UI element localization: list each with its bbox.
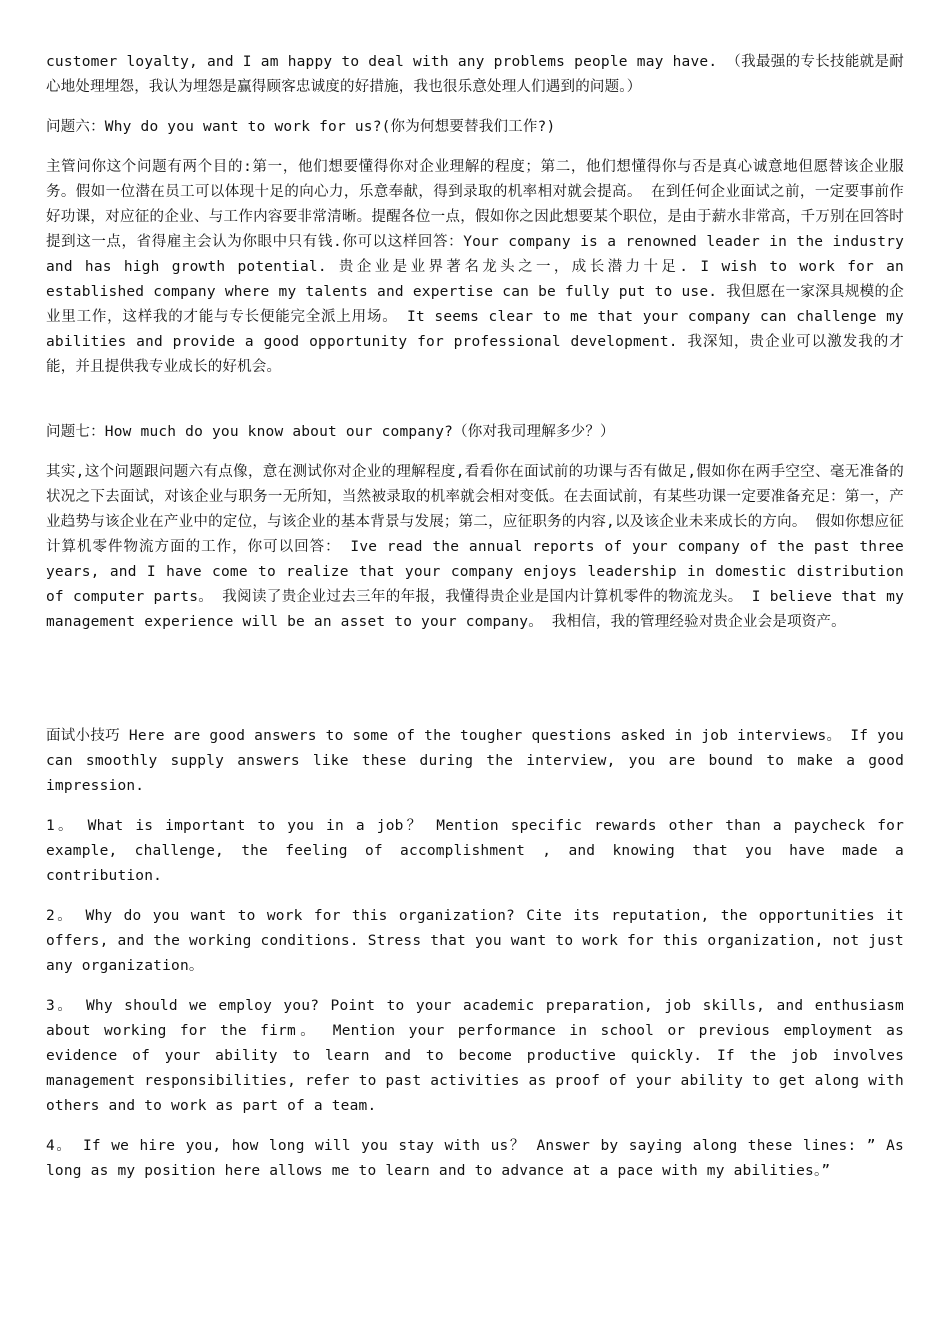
interview-tips-intro: 面试小技巧 Here are good answers to some of the tougher questions asked in job interviews。 If you can smoothly supply answers like these during the interview, you are bound to make a good impression. xyxy=(46,728,904,794)
question-seven-answer: 其实,这个问题跟问题六有点像，意在测试你对企业的理解程度,看看你在面试前的功课与否有做足,假如你在两手空空、毫无准备的状况之下去面试，对该企业与职务一无所知，当然被录取的机率就会相对变低。在去面试前，有某些功课一定要准备充足：第一，产业趋势与该企业在产业中的定位，与该企业的基本背景与发展；第二，应征职务的内容,以及该企业未来成长的方向。 假如你想应征计算机零件物流方面的工作，你可以回答： Ive read the annual reports of your company of the past three years, and I have come to realize that your company enjoys leadership in domestic distribution of computer parts。 我阅读了贵企业过去三年的年报，我懂得贵企业是国内计算机零件的物流龙头。 I believe that my management experience will be an asset to your company。 我相信，我的管理经验对贵企业会是项资产。 xyxy=(46,464,904,630)
tip-item-4: 4。 If we hire you, how long will you stay with us？ Answer by saying along these lines: ” As long as my position here allows me to learn and to advance at a pace with my abilities。” xyxy=(46,1138,904,1179)
tip-item-3: 3。 Why should we employ you? Point to your academic preparation, job skills, and enthusiasm about working for the firm。 Mention your performance in school or previous employment as evidence of your ability to learn and to become productive quickly. If the job involves management responsibilities, refer to past activities as proof of your ability to get along with others and to work as part of a team. xyxy=(46,998,904,1114)
question-six-answer: 主管问你这个问题有两个目的:第一，他们想要懂得你对企业理解的程度；第二，他们想懂得你与否是真心诚意地但愿替该企业服务。假如一位潜在员工可以体现十足的向心力，乐意奉献，得到录取的机率相对就会提高。 在到任何企业面试之前，一定要事前作好功课，对应征的企业、与工作内容要非常清晰。提醒各位一点，假如你之因此想要某个职位，是由于薪水非常高，千万别在回答时提到这一点，省得雇主会认为你眼中只有钱.你可以这样回答：Your company is a renowned leader in the industry and has high growth potential. 贵企业是业界著名龙头之一，成长潜力十足. I wish to work for an established company where my talents and expertise can be fully put to use. 我但愿在一家深具规模的企业里工作，这样我的才能与专长便能完全派上用场。 It seems clear to me that your company can challenge my abilities and provide a good opportunity for professional development. 我深知，贵企业可以激发我的才能，并且提供我专业成长的好机会。 xyxy=(46,159,904,375)
question-six-heading: 问题六：Why do you want to work for us?(你为何想要替我们工作?) xyxy=(46,119,556,135)
tip-item-2: 2。 Why do you want to work for this organization? Cite its reputation, the opportunities it offers, and the working conditions. Stress that you want to work for this organization, not just any organization。 xyxy=(46,908,904,974)
tip-item-1: 1。 What is important to you in a job？ Mention specific rewards other than a paycheck for example, challenge, the feeling of accomplishment , and knowing that you have made a contribution. xyxy=(46,818,904,884)
question-seven-heading: 问题七：How much do you know about our company?（你对我司理解多少？） xyxy=(46,424,615,440)
paragraph-customer-loyalty: customer loyalty, and I am happy to deal with any problems people may have. （我最强的专长技能就是耐心地处理埋怨，我认为埋怨是赢得顾客忠诚度的好措施，我也很乐意处理人们遇到的问题。） xyxy=(46,54,904,95)
